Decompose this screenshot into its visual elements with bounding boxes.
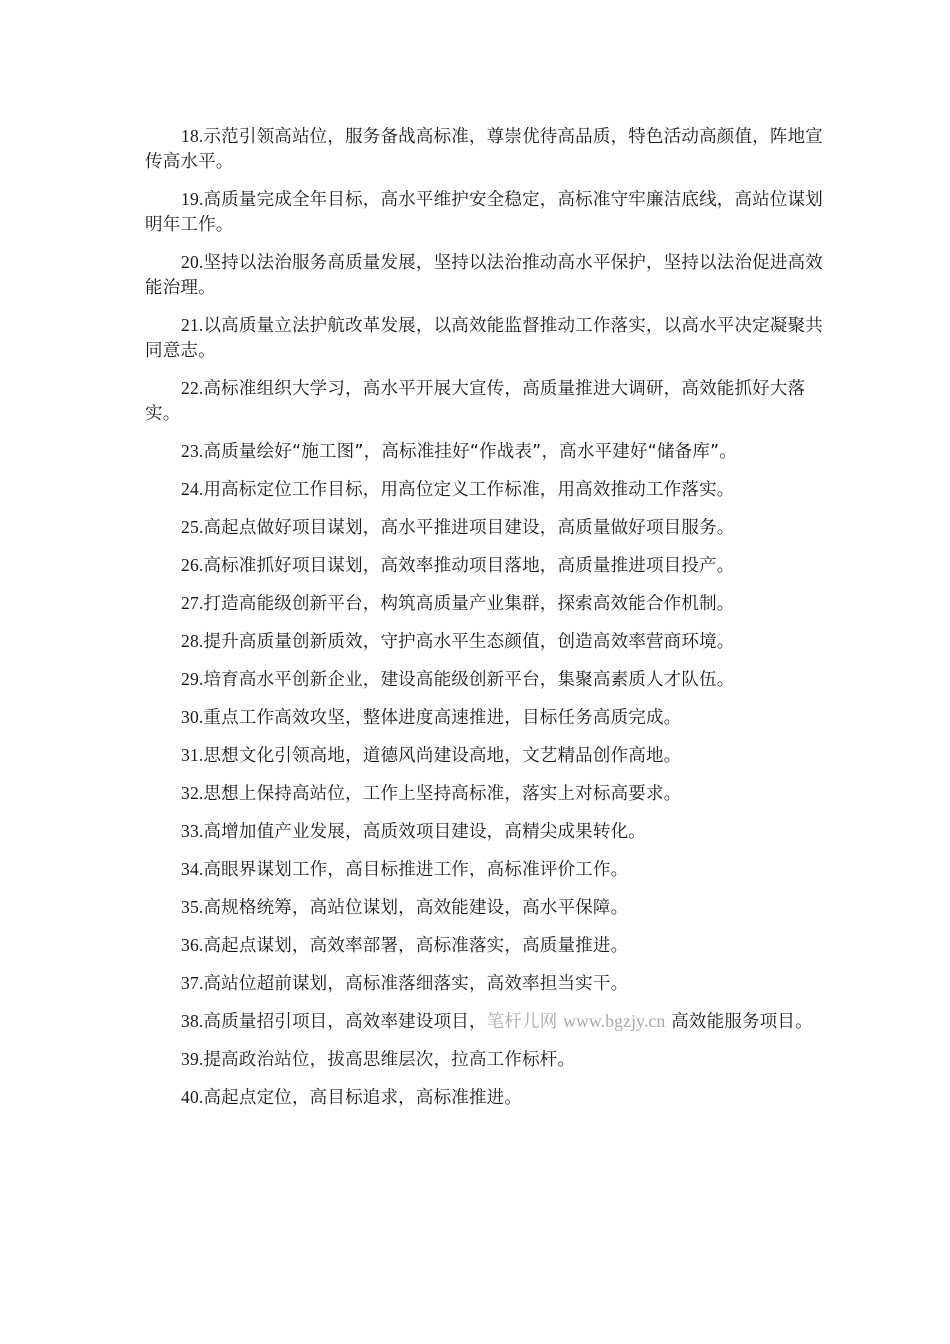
item-number: 25. bbox=[181, 517, 204, 537]
item-text: 思想文化引领高地，道德风尚建设高地，文艺精品创作高地。 bbox=[203, 746, 682, 766]
list-item-27 bbox=[145, 591, 830, 617]
item-text: 高质量招引项目，高效率建设项目， bbox=[203, 1012, 487, 1032]
item-number: 31. bbox=[181, 745, 204, 765]
item-text: 高眼界谋划工作，高目标推进工作，高标准评价工作。 bbox=[203, 860, 629, 880]
item-number: 23. bbox=[181, 441, 204, 461]
item-text: 高增加值产业发展，高质效项目建设，高精尖成果转化。 bbox=[203, 822, 646, 842]
list-item-26 bbox=[145, 553, 830, 579]
item-number: 40. bbox=[181, 1087, 204, 1107]
item-number: 18. bbox=[181, 126, 204, 146]
item-text-continued: 高效能服务项目。 bbox=[671, 1012, 813, 1032]
item-text: 思想上保持高站位，工作上坚持高标准，落实上对标高要求。 bbox=[203, 784, 682, 804]
item-number: 21. bbox=[181, 315, 204, 335]
list-item-31 bbox=[145, 743, 830, 769]
list-item-29 bbox=[145, 667, 830, 693]
item-text: 用高标定位工作目标，用高位定义工作标准，用高效推动工作落实。 bbox=[203, 480, 735, 500]
watermark-url: www.bgzjy.cn bbox=[563, 1011, 666, 1031]
item-text: 高起点谋划，高效率部署，高标准落实，高质量推进。 bbox=[203, 936, 629, 956]
item-number: 27. bbox=[181, 593, 204, 613]
list-item-38 bbox=[145, 1009, 830, 1035]
item-text: 高标准抓好项目谋划，高效率推动项目落地，高质量推进项目投产。 bbox=[203, 556, 735, 576]
list-item-28 bbox=[145, 629, 830, 655]
list-item-21 bbox=[145, 313, 830, 364]
item-text: 以高质量立法护航改革发展，以高效能监督推动工作落实，以高水平决定凝聚共同意志。 bbox=[145, 316, 823, 361]
item-text: 培育高水平创新企业，建设高能级创新平台，集聚高素质人才队伍。 bbox=[203, 670, 735, 690]
list-item-32 bbox=[145, 781, 830, 807]
item-text: 打造高能级创新平台，构筑高质量产业集群，探索高效能合作机制。 bbox=[203, 594, 735, 614]
list-item-23 bbox=[145, 439, 830, 465]
watermark bbox=[487, 1012, 666, 1032]
watermark-site-name: 笔杆儿网 bbox=[486, 1012, 558, 1032]
item-number: 37. bbox=[181, 973, 204, 993]
list-item-39 bbox=[145, 1047, 830, 1073]
item-number: 22. bbox=[181, 378, 204, 398]
list-item-36 bbox=[145, 933, 830, 959]
item-number: 39. bbox=[181, 1049, 204, 1069]
item-number: 33. bbox=[181, 821, 204, 841]
item-number: 32. bbox=[181, 783, 204, 803]
item-number: 38. bbox=[181, 1011, 204, 1031]
item-text: 坚持以法治服务高质量发展，坚持以法治推动高水平保护，坚持以法治促进高效能治理。 bbox=[145, 253, 823, 298]
list-item-33 bbox=[145, 819, 830, 845]
item-text: 高标准组织大学习，高水平开展大宣传，高质量推进大调研，高效能抓好大落实。 bbox=[145, 379, 806, 424]
list-item-37 bbox=[145, 971, 830, 997]
item-text: 高起点定位，高目标追求，高标准推进。 bbox=[203, 1088, 523, 1108]
item-number: 26. bbox=[181, 555, 204, 575]
item-text: 高质量完成全年目标，高水平维护安全稳定，高标准守牢廉洁底线，高站位谋划明年工作。 bbox=[145, 190, 823, 235]
item-number: 36. bbox=[181, 935, 204, 955]
list-item-24 bbox=[145, 477, 830, 503]
item-text: 高规格统筹，高站位谋划，高效能建设，高水平保障。 bbox=[203, 898, 629, 918]
list-item-18 bbox=[145, 124, 830, 175]
document-body bbox=[145, 124, 830, 1123]
list-item-25 bbox=[145, 515, 830, 541]
list-item-19 bbox=[145, 187, 830, 238]
item-number: 24. bbox=[181, 479, 204, 499]
numbered-list-tail bbox=[145, 1047, 830, 1111]
item-text: 高站位超前谋划，高标准落细落实，高效率担当实干。 bbox=[203, 974, 629, 994]
list-item-20 bbox=[145, 250, 830, 301]
item-text: 示范引领高站位，服务备战高标准，尊崇优待高品质，特色活动高颜值，阵地宣传高水平。 bbox=[145, 127, 823, 172]
item-text: 高质量绘好“施工图”，高标准挂好“作战表”，高水平建好“储备库”。 bbox=[203, 442, 737, 462]
list-item-34 bbox=[145, 857, 830, 883]
item-text: 高起点做好项目谋划，高水平推进项目建设，高质量做好项目服务。 bbox=[203, 518, 735, 538]
item-number: 29. bbox=[181, 669, 204, 689]
list-item-40 bbox=[145, 1085, 830, 1111]
list-item-35 bbox=[145, 895, 830, 921]
item-text: 重点工作高效攻坚，整体进度高速推进，目标任务高质完成。 bbox=[203, 708, 682, 728]
item-number: 19. bbox=[181, 189, 204, 209]
item-number: 34. bbox=[181, 859, 204, 879]
list-item-30 bbox=[145, 705, 830, 731]
list-item-22 bbox=[145, 376, 830, 427]
item-number: 30. bbox=[181, 707, 204, 727]
item-number: 35. bbox=[181, 897, 204, 917]
numbered-list bbox=[145, 124, 830, 997]
item-text: 提升高质量创新质效，守护高水平生态颜值，创造高效率营商环境。 bbox=[203, 632, 735, 652]
item-number: 20. bbox=[181, 252, 204, 272]
item-text: 提高政治站位，拔高思维层次，拉高工作标杆。 bbox=[203, 1050, 576, 1070]
item-number: 28. bbox=[181, 631, 204, 651]
